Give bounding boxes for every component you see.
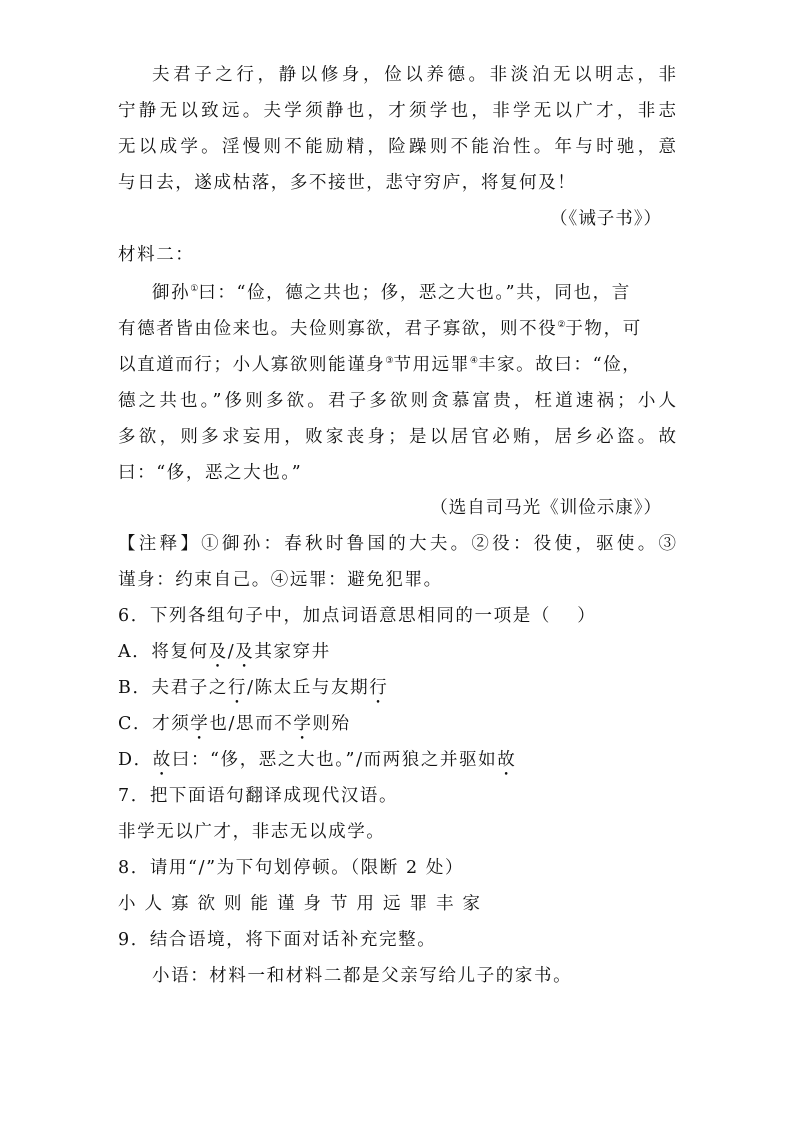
passage1-source: （《诫子书》） xyxy=(550,209,662,229)
option-b-mid: /陈太丘与友期 xyxy=(247,678,370,698)
footnote-mark-4: ④ xyxy=(469,356,478,367)
option-a-post: 其家穿井 xyxy=(254,642,331,662)
question-8-stem: 8．请用“/”为下句划停顿。（限断 2 处） xyxy=(118,858,465,878)
footnote-mark-2: ② xyxy=(557,320,566,331)
passage2-line-5: 多欲，则多求妄用，败家丧身；是以居官必贿，居乡必盗。故 xyxy=(118,427,676,447)
passage2-line-3-a: 以直道而行；小人寡欲则能谨身 xyxy=(118,355,386,375)
option-c-post: 则殆 xyxy=(312,714,351,734)
material2-label: 材料二： xyxy=(118,245,195,265)
passage2-line-1 xyxy=(152,282,676,304)
question-6-option-a xyxy=(118,641,676,663)
passage2-line-3-b: 节用远罪 xyxy=(393,355,470,375)
question-8-sentence: 小人寡欲则能谨身节用远罪丰家 xyxy=(118,894,489,914)
option-a-pre: A．将复何 xyxy=(118,642,209,662)
option-d-dotted-1: 故 xyxy=(152,750,172,770)
question-9-stem: 9．结合语境，将下面对话补充完整。 xyxy=(118,930,437,950)
option-c-mid: 也/思而不 xyxy=(209,714,294,734)
passage2-line-2 xyxy=(118,318,676,340)
footnote-mark-1: ① xyxy=(190,284,199,295)
question-6-option-c xyxy=(118,713,676,735)
question-6-stem: 6．下列各组句子中，加点词语意思相同的一项是（ ） xyxy=(118,606,597,626)
passage2-line-1-a: 御孙 xyxy=(152,283,191,303)
passage2-line-2-b: 于物，可 xyxy=(565,319,642,339)
option-b-dotted-1: 行 xyxy=(227,678,248,698)
notes-line-2: 谨身：约束自己。④远罪：避免犯罪。 xyxy=(118,570,443,590)
passage2-line-3-c: 丰家。故曰：“俭， xyxy=(477,355,642,375)
notes-line-1: 【注释】①御孙：春秋时鲁国的大夫。②役：役使，驱使。③ xyxy=(118,534,676,554)
passage1-line-4: 与日去，遂成枯落，多不接世，悲守穷庐，将复何及！ xyxy=(118,173,577,193)
option-c-dotted-2: 学 xyxy=(293,714,313,734)
option-a-mid: / xyxy=(227,642,236,662)
passage1-line-3: 无以成学。淫慢则不能励精，险躁则不能治性。年与时驰，意 xyxy=(118,137,676,157)
passage2-line-1-b: 曰：“俭，德之共也；侈，恶之大也。”共，同也，言 xyxy=(198,283,631,303)
option-c-pre: C．才须 xyxy=(118,714,191,734)
passage2-source: （选自司马光《训俭示康》） xyxy=(430,498,662,518)
passage2-line-3 xyxy=(118,354,676,376)
question-7-stem: 7．把下面语句翻译成现代汉语。 xyxy=(118,786,399,806)
question-6-option-b xyxy=(118,677,676,699)
footnote-mark-3: ③ xyxy=(385,356,394,367)
option-a-dotted-2: 及 xyxy=(235,642,255,662)
passage2-line-2-a: 有德者皆由俭来也。夫俭则寡欲，君子寡欲，则不役 xyxy=(118,319,558,339)
option-d-mid: 曰：“侈，恶之大也。”/而两狼之并驱如 xyxy=(171,750,498,770)
option-a-dotted-1: 及 xyxy=(208,642,228,662)
passage1-line-1: 夫君子之行，静以修身，俭以养德。非淡泊无以明志，非 xyxy=(152,65,676,85)
passage1-line-2: 宁静无以致远。夫学须静也，才须学也，非学无以广才，非志 xyxy=(118,101,676,121)
passage2-line-6: 曰：“侈，恶之大也。” xyxy=(118,463,303,483)
option-c-dotted-1: 学 xyxy=(190,714,210,734)
question-9-dialog: 小语：材料一和材料二都是父亲写给儿子的家书。 xyxy=(152,966,573,986)
question-7-sentence: 非学无以广才，非志无以成学。 xyxy=(118,822,386,842)
option-b-dotted-2: 行 xyxy=(369,678,389,698)
question-6-option-d xyxy=(118,749,676,771)
option-d-pre: D． xyxy=(118,750,153,770)
option-b-pre: B．夫君子之 xyxy=(118,678,228,698)
passage2-line-4: 德之共也。”侈则多欲。君子多欲则贪慕富贵，枉道速祸；小人 xyxy=(118,391,676,411)
option-d-dotted-2: 故 xyxy=(497,750,517,770)
